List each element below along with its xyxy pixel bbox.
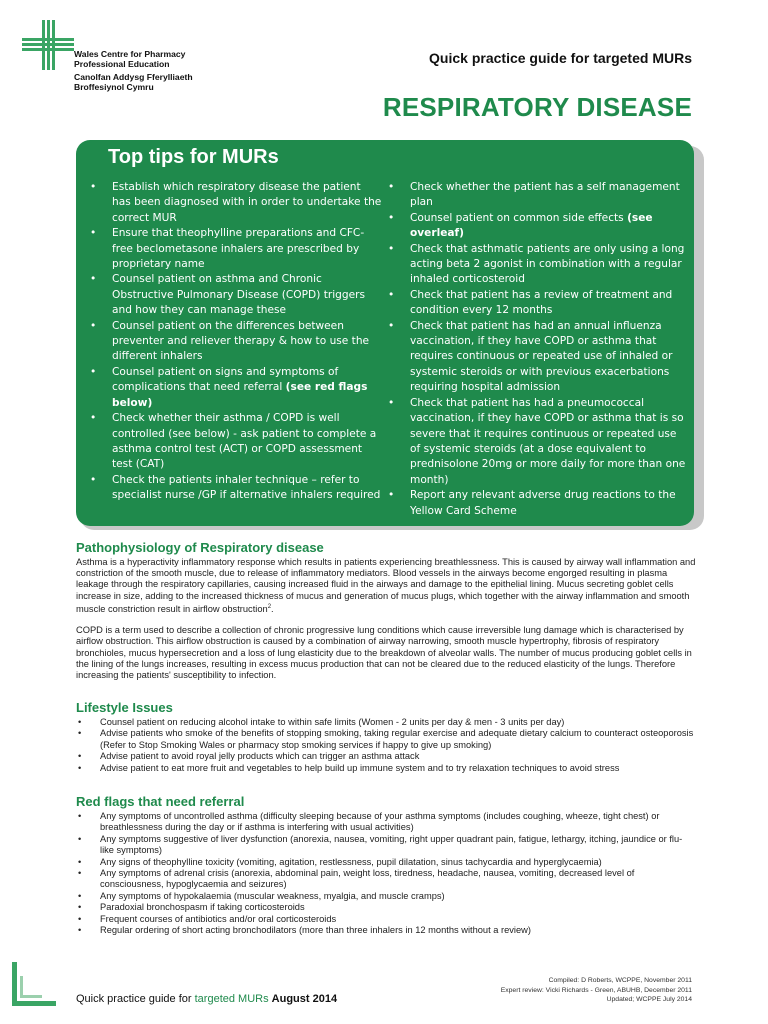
page-subtitle: Quick practice guide for targeted MURs bbox=[429, 50, 692, 66]
org-line: Broffesiynol Cymru bbox=[74, 81, 154, 92]
credit-line: Compiled: D Roberts, WCPPE, November 2011 bbox=[548, 977, 692, 984]
list-item: • Any symptoms of hypokalaemia (muscular weakness, myalgia, and muscle cramps) bbox=[76, 891, 696, 902]
red-flags-section bbox=[76, 794, 696, 936]
tip-item: • Counsel patient on asthma and Chronic Obstructive Pulmonary Disease (COPD) triggers and how they can manage these bbox=[90, 272, 382, 318]
tip-item: • Check that patient has a review of treatment and condition every 12 months bbox=[388, 288, 688, 319]
pathophysiology-section bbox=[76, 540, 696, 681]
tip-item: • Establish which respiratory disease the patient has been diagnosed with in order to undertake the correct MUR bbox=[90, 180, 382, 226]
top-tips-box bbox=[76, 140, 694, 526]
tips-list-right bbox=[388, 180, 688, 519]
list-item: • Frequent courses of antibiotics and/or oral corticosteroids bbox=[76, 914, 696, 925]
page-title: RESPIRATORY DISEASE bbox=[382, 92, 692, 122]
tip-item: • Check that asthmatic patients are only using a long acting beta 2 agonist in combination with a regular inhaled corticosteroid bbox=[388, 242, 688, 288]
list-item: • Counsel patient on reducing alcohol intake to within safe limits (Women - 2 units per day & men - 3 units per day) bbox=[76, 717, 696, 728]
list-item: • Any symptoms suggestive of liver dysfunction (anorexia, nausea, vomiting, right upper quadrant pain, fatigue, lethargy, itching, jaundice or flu-like symptoms) bbox=[76, 834, 696, 857]
list-item: • Any symptoms of adrenal crisis (anorexia, abdominal pain, weight loss, tiredness, headache, nausea, vomiting, decreased level of consciousness, hypoglycaemia and seizures) bbox=[76, 868, 696, 891]
list-item: • Regular ordering of short acting bronchodilators (more than three inhalers in 12 months without a review) bbox=[76, 925, 696, 936]
credit-line: Expert review: Vicki Richards - Green, ABUHB, December 2011 bbox=[500, 986, 692, 994]
top-tips-heading: Top tips for MURs bbox=[108, 146, 279, 168]
list-item: • Advise patient to avoid royal jelly products which can trigger an asthma attack bbox=[76, 751, 696, 762]
footer-credits bbox=[501, 976, 692, 1005]
tip-item: • Check whether their asthma / COPD is well controlled (see below) - ask patient to complete a asthma control test (ACT) or COPD assessment test (CAT) bbox=[90, 411, 382, 473]
tip-item: • Counsel patient on the differences between preventer and reliever therapy & how to use the different inhalers bbox=[90, 319, 382, 365]
tip-item: • Check that patient has had a pneumococcal vaccination, if they have COPD or asthma that is so severe that it requires continuous or repeated use of systemic steroids (at a dose equivalent to prednisolone 20mg or more daily for more than one month) bbox=[388, 396, 688, 488]
tip-item: • Check whether the patient has a self management plan bbox=[388, 180, 688, 211]
list-item: • Any symptoms of uncontrolled asthma (difficulty sleeping because of your asthma symptoms (includes coughing, wheeze, tight chest) or breathlessness during the day or if asthma is interfering with usual activities) bbox=[76, 811, 696, 834]
credit-line: Updated; WCPPE July 2014 bbox=[606, 996, 692, 1004]
asthma-paragraph: Asthma is a hyperactivity inflammatory response which results in patients experiencing breathlessness. This is caused by airway wall inflammation and constriction of the smooth muscle, due to release of inflammatory mediators. Blood vessels in the airways become engorged resulting in plasma leakage through the respiratory capillaries, causing increased fluid in the airways and damage to the epithelial lining. Mucus secreting goblet cells increase in size, adding to the increased thickness of mucus and generation of mucus plugs, which together with the airway inflammation and smooth muscle constriction result in airflow obstruction$^2$. bbox=[76, 557, 696, 614]
org-line: Professional Education bbox=[74, 58, 170, 69]
tip-item: • Counsel patient on common side effects (see overleaf) bbox=[388, 211, 688, 242]
tip-item: • Check that patient has had an annual influenza vaccination, if they have COPD or asthma that requires continuous or repeated use of inhaled or systemic steroids or with previous exacerbations requiring hospital admission bbox=[388, 319, 688, 396]
org-name bbox=[74, 50, 214, 92]
list-item: • Advise patients who smoke of the benefits of stopping smoking, taking regular exercise and adequate dietary calcium to counteract osteoporosis (Refer to Stop Smoking Wales or pharmacy stop smoking services if happy to give up smoking) bbox=[76, 728, 696, 751]
org-line: Canolfan Addysg Fferylliaeth bbox=[74, 72, 193, 83]
lifestyle-section bbox=[76, 700, 696, 774]
tip-item: • Ensure that theophylline preparations and CFC-free beclometasone inhalers are prescribed by proprietary name bbox=[90, 226, 382, 272]
lifestyle-list bbox=[76, 717, 696, 774]
tip-item: • Check the patients inhaler technique – refer to specialist nurse /GP if alternative inhalers required bbox=[90, 473, 382, 504]
pathophysiology-heading: Pathophysiology of Respiratory disease bbox=[76, 540, 324, 555]
footer-guide-title: Quick practice guide for targeted MURs August 2014 bbox=[76, 993, 338, 1005]
org-line: Wales Centre for Pharmacy bbox=[74, 49, 186, 59]
wcppe-logo bbox=[22, 20, 202, 92]
red-flags-list bbox=[76, 811, 696, 936]
red-flags-heading: Red flags that need referral bbox=[76, 794, 245, 809]
list-item: • Paradoxial bronchospasm if taking corticosteroids bbox=[76, 902, 696, 913]
list-item: • Any signs of theophylline toxicity (vomiting, agitation, restlessness, pupil dilatation, sinus tachycardia and hyperglycaemia) bbox=[76, 857, 696, 868]
corner-bracket-icon bbox=[12, 962, 56, 1006]
tips-list-left bbox=[90, 180, 382, 504]
lifestyle-heading: Lifestyle Issues bbox=[76, 700, 173, 715]
tip-item: • Counsel patient on signs and symptoms of complications that need referral (see red flags below) bbox=[90, 365, 382, 411]
list-item: • Advise patient to eat more fruit and vegetables to help build up immune system and to try relaxation techniques to avoid stress bbox=[76, 763, 696, 774]
cross-logo-icon bbox=[22, 20, 74, 70]
tip-item: • Report any relevant adverse drug reactions to the Yellow Card Scheme bbox=[388, 488, 688, 519]
copd-paragraph: COPD is a term used to describe a collection of chronic progressive lung conditions which cause irreversible lung damage which is characterised by airflow obstruction. This airflow obstruction is caused by a combination of airway narrowing, smooth muscle hypertrophy, fibrosis of respiratory bronchioles, mucus hypersecretion and a loss of lung elasticity due to the breakdown of alveolar walls. The number of mucus producing goblet cells in the lining of the lungs increases, resulting in excess mucus production that can not be cleared due to the reduced elasticity of the lungs. Therefore increasing the patients' susceptibility to infection. bbox=[76, 625, 692, 680]
